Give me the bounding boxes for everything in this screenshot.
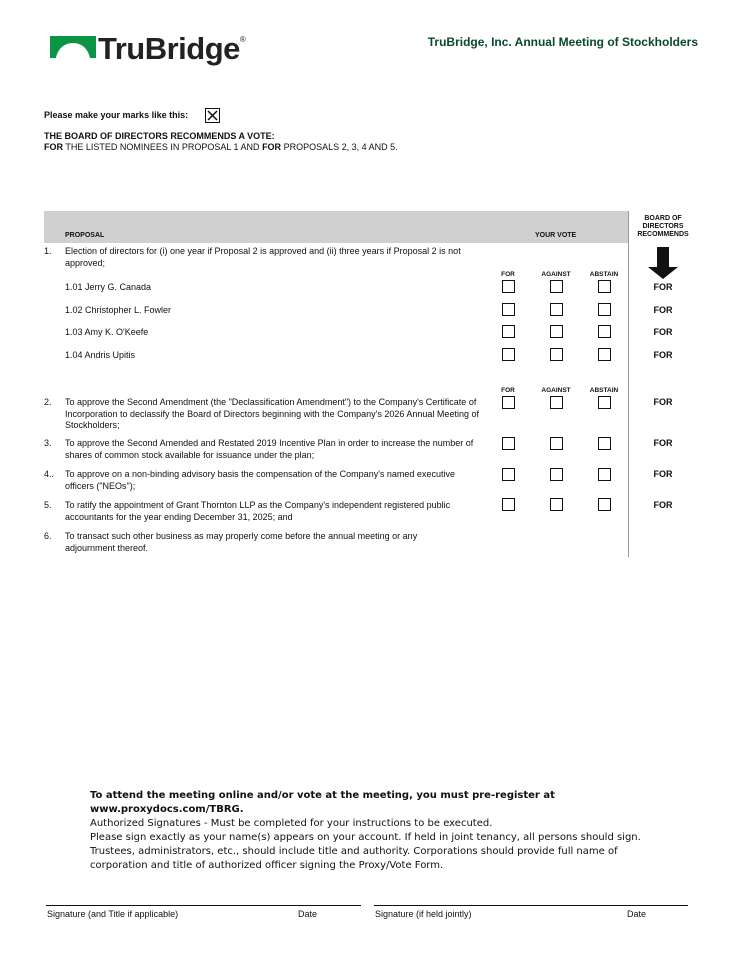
vote-for-checkbox[interactable] (502, 437, 515, 450)
for-column-label: FOR (501, 387, 515, 394)
vote-abstain-checkbox[interactable] (598, 325, 611, 338)
signature-1-label: Signature (and Title if applicable) (47, 909, 179, 919)
nominee-label: 1.04 Andris Upitis (65, 350, 136, 360)
vote-for-checkbox[interactable] (502, 280, 515, 293)
proposal-text: To approve the Second Amendment (the "Declassification Amendment") to the Company's Certificate of Incorporation to declassify the Board of Directors beginning with the Company's 2026 Annual Meeting of Stockholders; (65, 397, 479, 430)
nominee-label: 1.01 Jerry G. Canada (65, 282, 152, 292)
board-recommendation: FOR (653, 327, 673, 337)
authorized-signatures-note: Authorized Signatures - Must be completed for your instructions to be executed. (90, 818, 493, 829)
recommendation-divider (628, 211, 629, 557)
marks-instruction: Please make your marks like this: (44, 110, 189, 120)
proposal-number: 3. (44, 438, 52, 448)
vote-against-checkbox[interactable] (550, 437, 563, 450)
proposal-1-number: 1. (44, 246, 52, 256)
proposal-column-header: PROPOSAL (65, 232, 105, 239)
signature-line-2[interactable] (374, 905, 688, 906)
signing-instructions: Please sign exactly as your name(s) appears on your account. If held in joint tenancy, all persons should sign. Trustees, administrators, etc., should include title and authority. Corporations should provide full name of corporation and title of authorized officer signing the Proxy/Vote Form. (90, 832, 641, 871)
vote-for-checkbox[interactable] (502, 348, 515, 361)
date-2-label: Date (627, 909, 647, 919)
registered-mark: ® (239, 35, 246, 44)
board-recommendation: FOR (653, 500, 673, 510)
vote-for-checkbox[interactable] (502, 396, 515, 409)
board-recommendation: FOR (653, 397, 673, 407)
board-recommendation: FOR (653, 438, 673, 448)
trubridge-logo (50, 31, 246, 66)
vote-for-checkbox[interactable] (502, 325, 515, 338)
for-column-label: FOR (501, 271, 515, 278)
vote-against-checkbox[interactable] (550, 348, 563, 361)
vote-abstain-checkbox[interactable] (598, 396, 611, 409)
proposal-text: To approve the Second Amended and Restated 2019 Incentive Plan in order to increase the number of shares of common stock available for issuance under the plan; (65, 438, 474, 460)
vote-for-checkbox[interactable] (502, 498, 515, 511)
meeting-title: TruBridge, Inc. Annual Meeting of Stockholders (427, 35, 698, 49)
board-recommendation: FOR (653, 469, 673, 479)
proposal-number: 2. (44, 397, 52, 407)
your-vote-column-header: YOUR VOTE (535, 232, 577, 239)
footer-instructions (90, 789, 650, 873)
proposal-number: 5. (44, 500, 52, 510)
proposal-1-text: Election of directors for (i) one year if Proposal 2 is approved and (ii) three years if Proposal 2 is not approved; (65, 246, 461, 268)
vote-for-checkbox[interactable] (502, 303, 515, 316)
abstain-column-label: ABSTAIN (589, 271, 619, 278)
proposal-text: To approve on a non-binding advisory basis the compensation of the Company's named executive officers ("NEOs"); (65, 469, 455, 491)
board-recommendation: FOR (653, 305, 673, 315)
against-column-label: AGAINST (541, 271, 571, 278)
board-recommends-summary: FOR THE LISTED NOMINEES IN PROPOSAL 1 AND FOR PROPOSALS 2, 3, 4 AND 5. (44, 142, 398, 152)
board-recommends-title: THE BOARD OF DIRECTORS RECOMMENDS A VOTE: (44, 131, 275, 141)
proposal-number: 6. (44, 531, 52, 541)
sample-mark-x-icon (205, 108, 220, 123)
vote-against-checkbox[interactable] (550, 396, 563, 409)
board-recommends-header: BOARD OF DIRECTORS RECOMMENDS (637, 215, 689, 238)
vote-abstain-checkbox[interactable] (598, 468, 611, 481)
abstain-column-label: ABSTAIN (589, 387, 619, 394)
nominee-label: 1.02 Christopher L. Fowler (65, 305, 172, 315)
down-arrow-icon (648, 247, 678, 279)
logo-text: TruBridge (98, 31, 240, 66)
bridge-arch-icon (50, 36, 96, 58)
vote-against-checkbox[interactable] (550, 498, 563, 511)
vote-against-checkbox[interactable] (550, 325, 563, 338)
proposal-text: To ratify the appointment of Grant Thornton LLP as the Company's independent registered public accountants for the year ending December 31, 2025; and (65, 500, 451, 522)
vote-against-checkbox[interactable] (550, 303, 563, 316)
nominee-label: 1.03 Amy K. O'Keefe (65, 327, 149, 337)
board-recommendation: FOR (653, 350, 673, 360)
signature-2-label: Signature (if held jointly) (375, 909, 472, 919)
signature-line-1[interactable] (46, 905, 361, 906)
vote-abstain-checkbox[interactable] (598, 498, 611, 511)
vote-for-checkbox[interactable] (502, 468, 515, 481)
vote-abstain-checkbox[interactable] (598, 437, 611, 450)
proposal-text: To transact such other business as may properly come before the annual meeting or any adjournment thereof. (65, 531, 418, 553)
vote-abstain-checkbox[interactable] (598, 348, 611, 361)
date-1-label: Date (298, 909, 318, 919)
proposal-number: 4.. (44, 469, 55, 479)
vote-against-checkbox[interactable] (550, 468, 563, 481)
vote-abstain-checkbox[interactable] (598, 280, 611, 293)
preregister-notice: To attend the meeting online and/or vote at the meeting, you must pre-register at www.proxydocs.com/TBRG. (90, 790, 555, 815)
against-column-label: AGAINST (541, 387, 571, 394)
vote-against-checkbox[interactable] (550, 280, 563, 293)
vote-abstain-checkbox[interactable] (598, 303, 611, 316)
board-recommendation: FOR (653, 282, 673, 292)
